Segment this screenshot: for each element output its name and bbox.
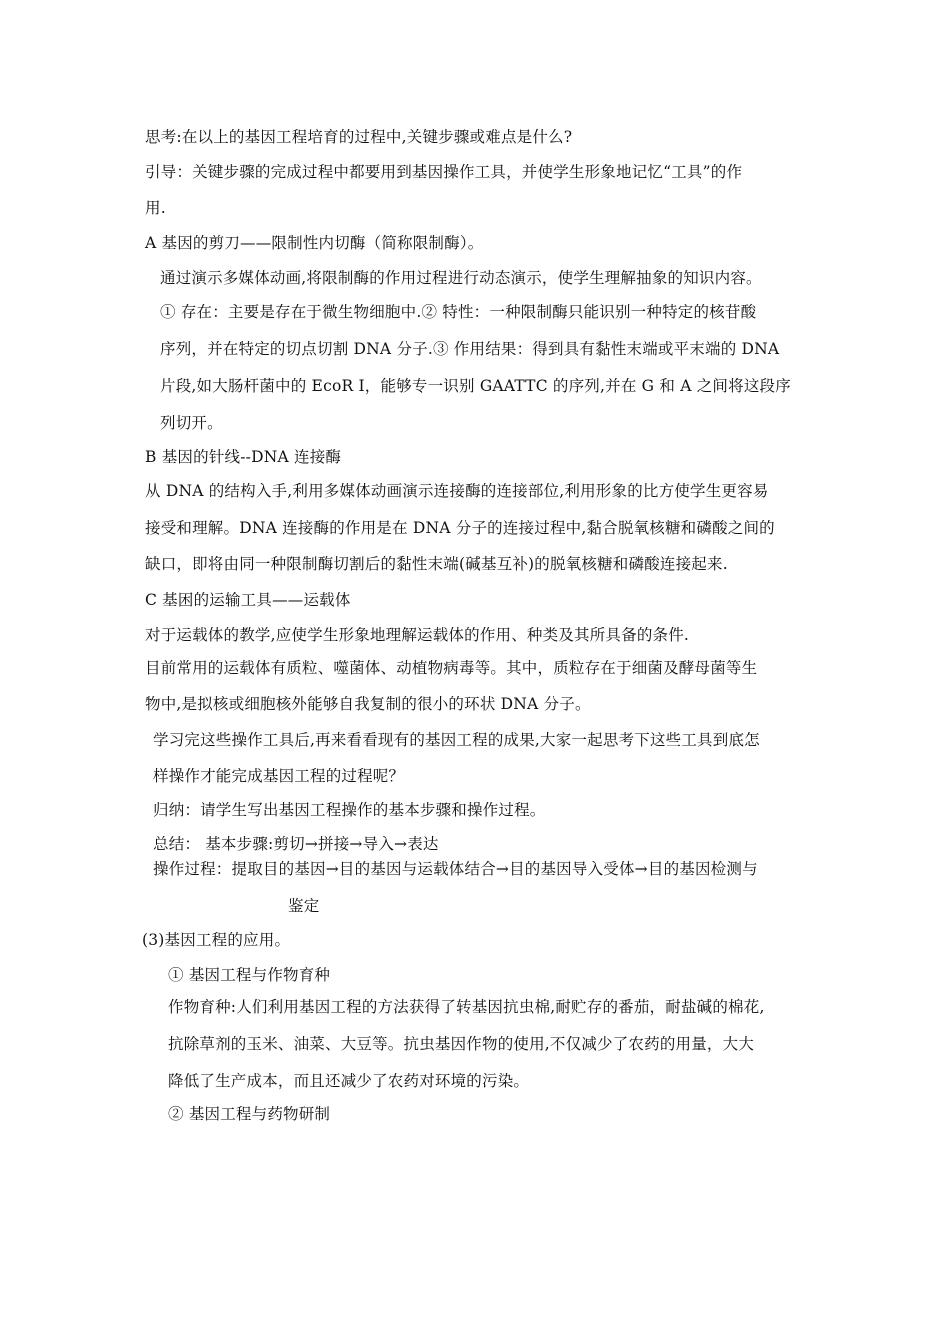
text-line: 片段,如大肠杆菌中的 EcoR I，能够专一识别 GAATTC 的序列,并在 G 和 A 之间将这段序 <box>160 377 791 395</box>
section-heading: C 基困的运输工具——运载体 <box>145 591 351 609</box>
text-line: 抗除草剂的玉米、油菜、大豆等。抗虫基因作物的使用,不仅减少了农药的用量，大大 <box>168 1035 755 1053</box>
text-line: ① 存在：主要是存在于微生物细胞中.② 特性：一种限制酶只能识别一种特定的核苷酸 <box>160 303 757 321</box>
text-line: 对于运载体的教学,应使学生形象地理解运载体的作用、种类及其所具备的条件. <box>145 626 690 644</box>
subsection-heading: ① 基因工程与作物育种 <box>168 966 331 984</box>
text-line: 降低了生产成本，而且还减少了农药对环境的污染。 <box>168 1072 530 1090</box>
text-line: 目前常用的运载体有质粒、噬菌体、动植物病毒等。其中，质粒存在于细菌及酵母菌等生 <box>145 659 758 677</box>
text-line: 接受和理解。DNA 连接酶的作用是在 DNA 分子的连接过程中,黏合脱氧核糖和磷酸之间的 <box>145 519 775 537</box>
text-line: 从 DNA 的结构入手,利用多媒体动画演示连接酶的连接部位,利用形象的比方使学生更容易 <box>145 482 769 500</box>
text-line: 列切开。 <box>160 414 223 432</box>
text-line: 通过演示多媒体动画,将限制酶的作用过程进行动态演示，使学生理解抽象的知识内容。 <box>160 269 762 287</box>
text-line: 学习完这些操作工具后,再来看看现有的基因工程的成果,大家一起思考下这些工具到底怎 <box>153 731 760 749</box>
section-heading: (3)基因工程的应用。 <box>142 931 291 949</box>
text-line: 样操作才能完成基因工程的过程呢？ <box>153 767 405 785</box>
text-line: 物中,是拟核或细胞核外能够自我复制的很小的环状 DNA 分子。 <box>145 695 591 713</box>
text-line: 作物育种:人们利用基因工程的方法获得了转基因抗虫棉,耐贮存的番茄，耐盐碱的棉花, <box>168 998 765 1016</box>
section-heading: B 基因的针线--DNA 连接酶 <box>145 448 342 466</box>
text-line: 缺口，即将由同一种限制酶切割后的黏性末端(碱基互补)的脱氧核糖和磷酸连接起来. <box>145 555 728 573</box>
text-line: 序列，并在特定的切点切割 DNA 分子.③ 作用结果：得到具有黏性末端或平末端的 DNA <box>160 340 780 358</box>
text-line: 归纳：请学生写出基因工程操作的基本步骤和操作过程。 <box>153 801 546 819</box>
section-heading: A 基因的剪刀——限制性内切酶（简称限制酶）。 <box>145 234 484 252</box>
text-line: 思考:在以上的基因工程培育的过程中,关键步骤或难点是什么? <box>145 128 573 146</box>
text-line: 引导：关键步骤的完成过程中都要用到基因操作工具，并使学生形象地记忆“工具”的作 <box>145 163 743 181</box>
text-line: 操作过程：提取目的基因→目的基因与运载体结合→目的基因导入受体→目的基因检测与 <box>153 860 758 878</box>
subsection-heading: ② 基因工程与药物研制 <box>168 1105 331 1123</box>
text-line: 总结： 基本步骤:剪切→拼接→导入→表达 <box>153 835 439 853</box>
text-line: 鉴定 <box>288 897 320 915</box>
text-line: 用. <box>145 199 166 217</box>
